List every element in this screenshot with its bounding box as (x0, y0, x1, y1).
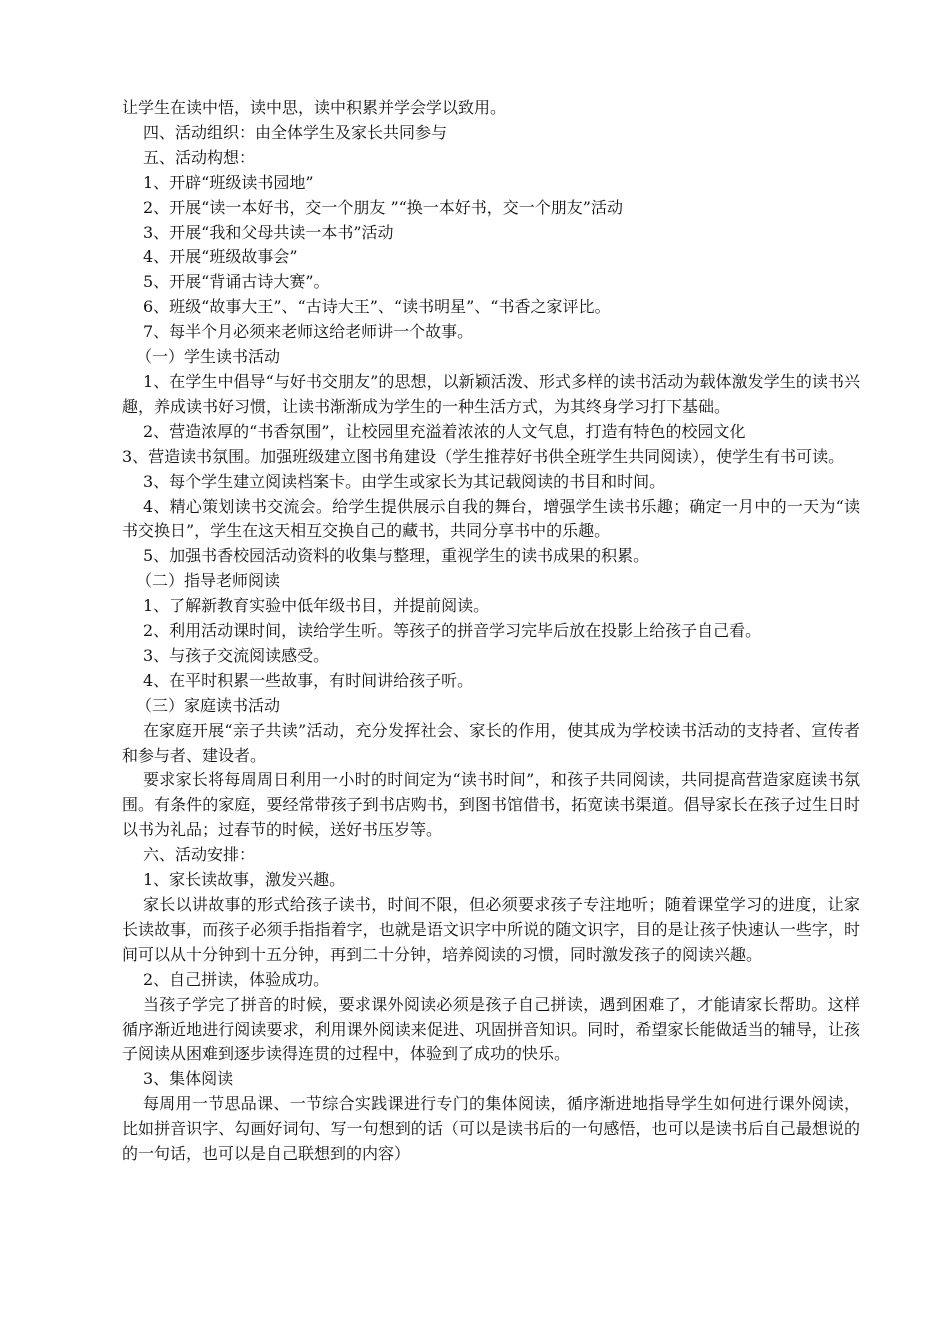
paragraph: 3、每个学生建立阅读档案卡。由学生或家长为其记载阅读的书目和时间。 (143, 471, 666, 491)
paragraph: 3、开展“我和父母共读一本书”活动 (143, 222, 394, 242)
paragraph: 2、开展“读一本好书，交一个朋友 ”“换一本好书，交一个朋友”活动 (143, 197, 623, 217)
paragraph: 1、开辟“班级读书园地” (143, 172, 314, 192)
paragraph: 7、每半个月必须来老师这给老师讲一个故事。 (143, 322, 474, 342)
paragraph: 让学生在读中悟，读中思，读中积累并学会学以致用。 (122, 98, 507, 117)
paragraph: 2、营造浓厚的“书香氛围”，让校园里充溢着浓浓的人文气息，打造有特色的校园文化 (143, 421, 746, 441)
paragraph: 3、营造读书氛围。加强班级建立图书角建设（学生推荐好书供全班学生共同阅读），使学生有书可读。 (122, 446, 845, 466)
document-body (122, 96, 860, 1167)
paragraph: 在家庭开展“亲子共读”活动，充分发挥社会、家长的作用，使其成为学校读书活动的支持者、宣传者和参与者、建设者。 (122, 720, 860, 765)
paragraph: 2、自己拼读，体验成功。 (143, 969, 330, 989)
section-heading: （二）指导老师阅读 (136, 571, 281, 591)
paragraph: 六、活动安排： (143, 845, 256, 865)
paragraph: 4、精心策划读书交流会。给学生提供展示自我的舞台，增强学生读书乐趣；确定一月中的一天为“读书交换日”，学生在这天相互交换自己的藏书，共同分享书中的乐趣。 (122, 496, 860, 541)
paragraph: 五、活动构想： (143, 147, 256, 167)
paragraph: 4、开展“班级故事会” (143, 247, 298, 267)
section-heading: （一）学生读书活动 (136, 347, 281, 367)
paragraph: 3、集体阅读 (143, 1069, 234, 1089)
paragraph: 3、与孩子交流阅读感受。 (143, 645, 330, 665)
paragraph: 每周用一节思品课、一节综合实践课进行专门的集体阅读，循序渐进地指导学生如何进行课外阅读，比如拼音识字、勾画好词句、写一句想到的话（可以是读书后的一句感悟，也可以是读书后自己最想说的的一句话，也可以是自己联想到的内容） (122, 1094, 860, 1164)
paragraph: 要求家长将每周周日利用一小时的时间定为“读书时间”，和孩子共同阅读，共同提高营造家庭读书氛围。有条件的家庭，要经常带孩子到书店购书，到图书馆借书，拓宽读书渠道。倡导家长在孩子过生日时以书为礼品；过春节的时候，送好书压岁等。 (122, 770, 860, 840)
section-heading: （三）家庭读书活动 (136, 695, 281, 715)
paragraph: 5、加强书香校园活动资料的收集与整理，重视学生的读书成果的积累。 (143, 546, 650, 566)
paragraph: 1、家长读故事，激发兴趣。 (143, 870, 346, 890)
paragraph: 当孩子学完了拼音的时候，要求课外阅读必须是孩子自己拼读，遇到困难了，才能请家长帮助。这样循序渐近地进行阅读要求，利用课外阅读来促进、巩固拼音知识。同时，希望家长能做适当的辅导，让孩子阅读从困难到逐步读得连贯的过程中，体验到了成功的快乐。 (122, 994, 860, 1064)
paragraph: 1、了解新教育实验中低年级书目，并提前阅读。 (143, 596, 490, 616)
paragraph: 家长以讲故事的形式给孩子读书，时间不限，但必须要求孩子专注地听；随着课堂学习的进度，让家长读故事，而孩子必须手指指着字，也就是语文识字中所说的随文识字，目的是让孩子快速认一些字，时间可以从十分钟到十五分钟，再到二十分钟，培养阅读的习惯，同时激发孩子的阅读兴趣。 (122, 895, 860, 964)
paragraph: 2、利用活动课时间，读给学生听。等孩子的拼音学习完毕后放在投影上给孩子自己看。 (143, 621, 762, 641)
paragraph: 1、在学生中倡导“与好书交朋友”的思想，以新颖活泼、形式多样的读书活动为载体激发学生的读书兴趣，养成读书好习惯，让读书渐渐成为学生的一种生活方式，为其终身学习打下基础。 (122, 371, 860, 416)
paragraph: 6、班级“故事大王”、“古诗大王”、“读书明星”、“书香之家评比。 (143, 297, 611, 317)
paragraph: 四、活动组织：由全体学生及家长共同参与 (143, 122, 448, 142)
paragraph: 4、在平时积累一些故事，有时间讲给孩子听。 (143, 670, 474, 690)
paragraph: 5、开展“背诵古诗大赛”。 (143, 272, 330, 292)
